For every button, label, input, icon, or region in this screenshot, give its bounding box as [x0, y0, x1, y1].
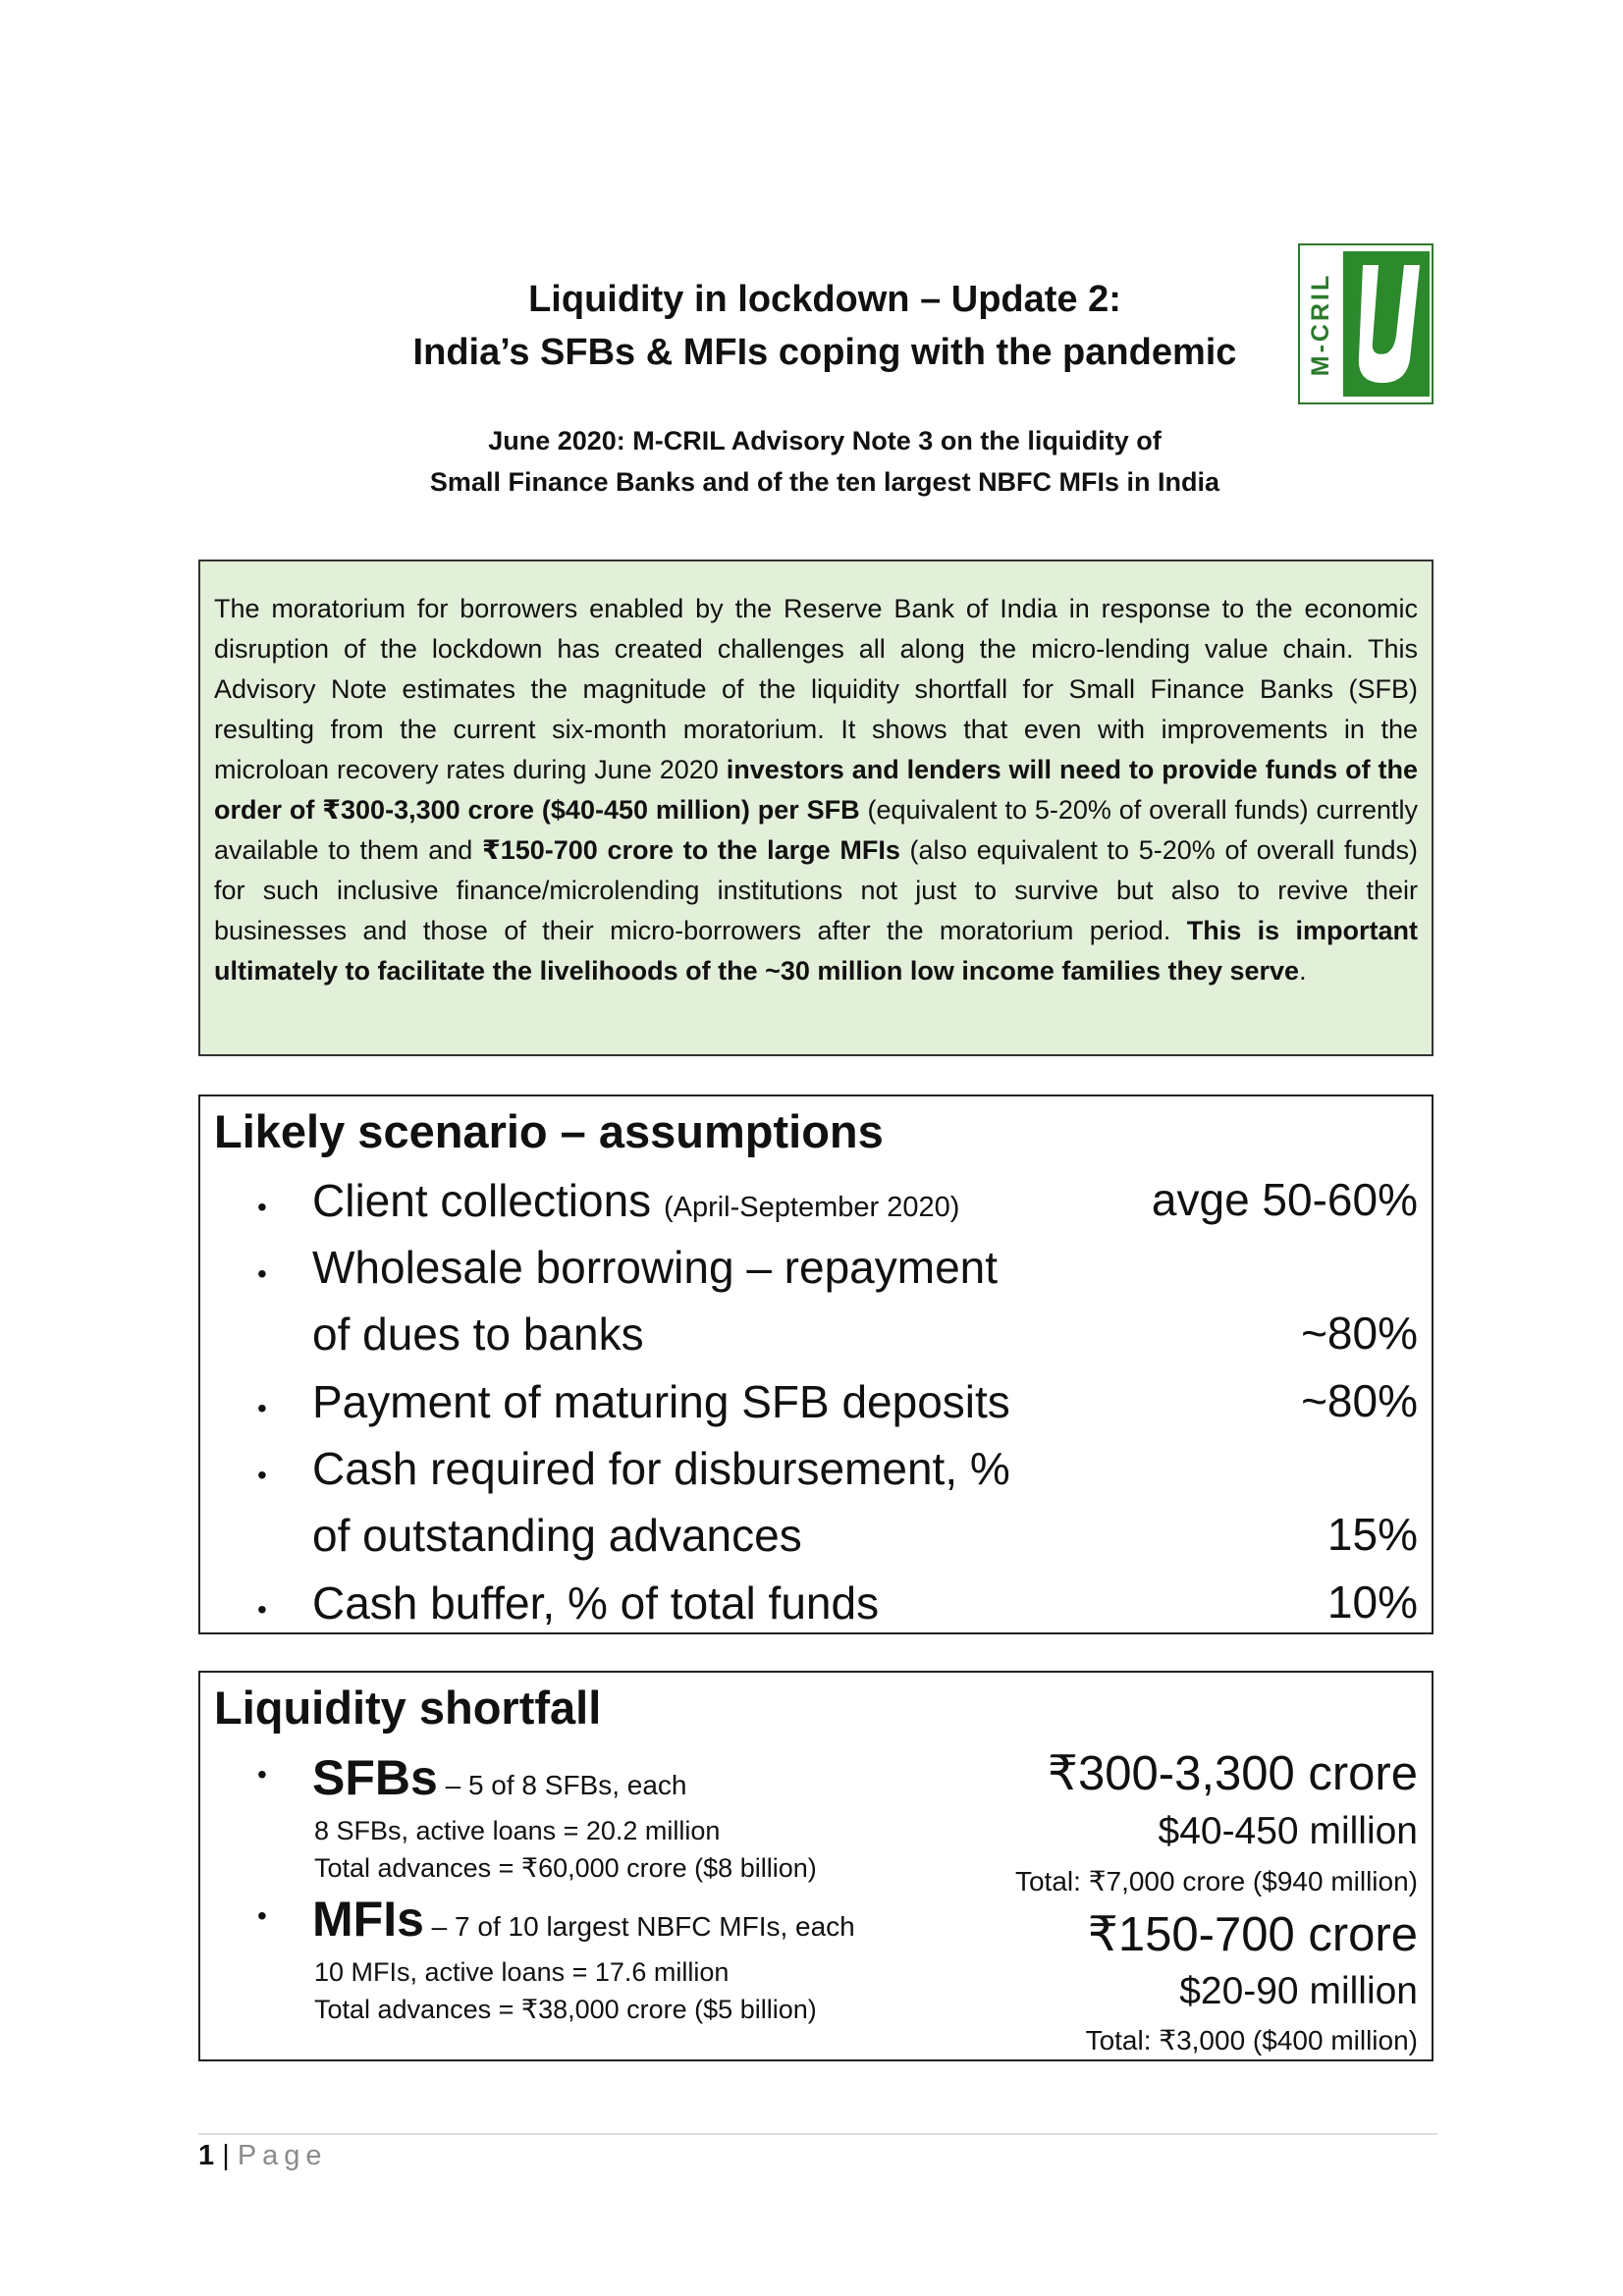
assumption-item-deposits: Payment of maturing SFB deposits [312, 1376, 1010, 1427]
assumption-item-collections: Client collections (April-September 2020) [312, 1175, 960, 1226]
bullet-icon: • [257, 1258, 267, 1289]
summary-bold-1: investors and lenders will need to provide funds of the order of ₹300-3,300 crore ($40-450 million) per SFB [214, 755, 1419, 825]
logo-mark-icon [1343, 251, 1430, 397]
shortfall-sfb-details: 8 SFBs, active loans = 20.2 million Total advances = ₹60,000 crore ($8 billion) [314, 1816, 817, 1883]
shortfall-sfb-inr: ₹300-3,300 crore [1047, 1747, 1418, 1800]
title-line-1: Liquidity in lockdown – Update 2: [528, 279, 1121, 320]
page-number: 1 [198, 2140, 215, 2171]
bullet-icon: • [257, 1594, 267, 1625]
assumption-value-wholesale: ~80% [1301, 1308, 1418, 1359]
assumptions-heading: Likely scenario – assumptions [214, 1105, 884, 1157]
summary-text-1: The moratorium for borrowers enabled by the Reserve Bank of India in response to the economic disruption of the lockdown has created challenges all along the micro-lending value chain. This Advisory Note estimates the magnitude of the liquidity shortfall for Small Finance Banks (SFB) resulting from the current six-month moratorium. It shows that even with improvements in the microloan recovery rates during June 2020 [214, 594, 1418, 784]
assumption-value-disbursement: 15% [1326, 1509, 1418, 1560]
bullet-icon: • [257, 1759, 267, 1789]
assumptions-box [198, 1095, 1434, 1634]
summary-text-3: (also equivalent to 5-20% of overall funds) for such inclusive finance/microlending institutions not just to survive but also to revive their businesses and those of their micro-borrowers after the moratorium period. [214, 835, 1418, 945]
page-footer [198, 2140, 328, 2172]
subtitle-line-1: June 2020: M-CRIL Advisory Note 3 on the liquidity of [488, 426, 1162, 455]
subtitle [295, 420, 1355, 503]
title-line-2: India’s SFBs & MFIs coping with the pandemic [412, 332, 1237, 373]
subtitle-line-2: Small Finance Banks and of the ten largest NBFC MFIs in India [429, 467, 1220, 497]
logo-wordmark: M-CRIL [1307, 272, 1335, 376]
summary-bold-2: ₹150-700 crore to the large MFIs [481, 835, 900, 865]
shortfall-sfb-total: Total: ₹7,000 crore ($940 million) [1014, 1866, 1418, 1896]
shortfall-mfi-label: MFIs – 7 of 10 largest NBFC MFIs, each [312, 1892, 855, 1947]
summary-box [198, 560, 1434, 1056]
summary-bold-3: This is important ultimately to facilitate the livelihoods of the ~30 million low income families they serve [214, 916, 1418, 986]
page-title [295, 273, 1355, 379]
bullet-icon: • [257, 1192, 267, 1222]
shortfall-mfi-total: Total: ₹3,000 ($400 million) [1085, 2025, 1418, 2056]
shortfall-sfb-usd: $40-450 million [1158, 1810, 1418, 1852]
page-label: Page [237, 2140, 328, 2171]
summary-text-4: . [1299, 956, 1307, 986]
assumption-item-wholesale: Wholesale borrowing – repayment of dues to banks [312, 1242, 999, 1360]
assumption-value-collections: avge 50-60% [1151, 1174, 1418, 1225]
shortfall-heading: Liquidity shortfall [214, 1682, 602, 1734]
bullet-icon: • [257, 1460, 267, 1490]
footer-separator: | [222, 2140, 230, 2171]
shortfall-sfb-label: SFBs – 5 of 8 SFBs, each [312, 1750, 687, 1805]
shortfall-box [198, 1671, 1434, 2061]
bullet-icon: • [257, 1900, 267, 1931]
shortfall-mfi-inr: ₹150-700 crore [1087, 1908, 1418, 1961]
shortfall-mfi-details: 10 MFIs, active loans = 17.6 million Total advances = ₹38,000 crore ($5 billion) [314, 1957, 817, 2024]
assumption-note: (April-September 2020) [663, 1192, 960, 1223]
summary-text-2: (equivalent to 5-20% of overall funds) currently available to them and [214, 795, 1418, 865]
shortfall-mfi-usd: $20-90 million [1179, 1970, 1418, 2012]
assumption-item-disbursement: Cash required for disbursement, % of outstanding advances [312, 1443, 1010, 1561]
assumption-item-buffer: Cash buffer, % of total funds [312, 1577, 880, 1629]
bullet-icon: • [257, 1393, 267, 1423]
assumption-value-deposits: ~80% [1301, 1375, 1418, 1426]
mcril-logo [1298, 243, 1434, 404]
assumption-value-buffer: 10% [1326, 1576, 1418, 1628]
footer-divider [198, 2133, 1437, 2135]
